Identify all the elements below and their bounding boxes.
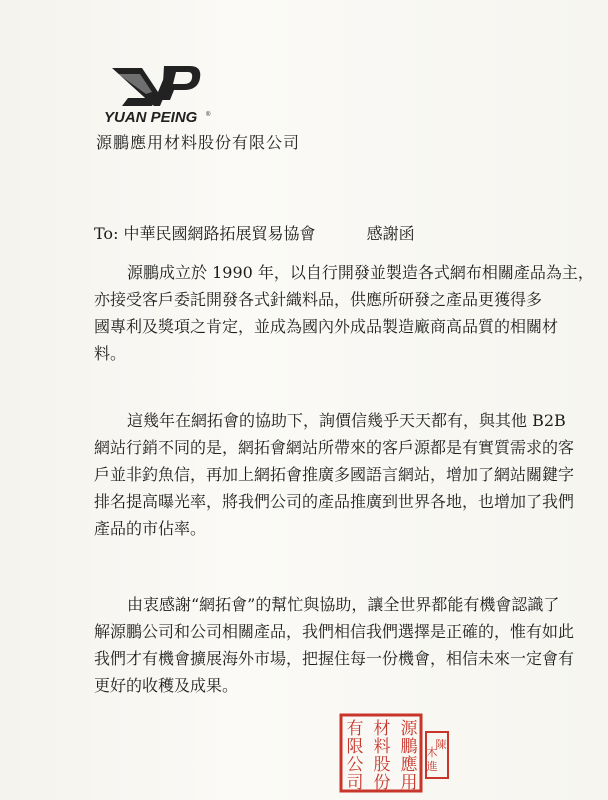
addressee-line (94, 221, 415, 244)
seal-char: 限 (346, 737, 364, 757)
yuan-peing-logo (98, 56, 218, 126)
seal-char: 材 (373, 719, 391, 739)
paragraph-3 (94, 591, 575, 699)
seal-char: 料 (373, 737, 391, 757)
paragraph-1 (94, 259, 594, 367)
text-line: 由衷感謝“網拓會”的幫忙與協助，讓全世界都能有機會認識了 (127, 595, 560, 614)
signature-char: 陳 (435, 738, 447, 751)
seal-char: 有 (346, 719, 364, 739)
seal-char: 鵬 (400, 737, 418, 757)
text-line: 這幾年在網拓會的協助下，詢價信幾乎天天都有，與其他 B2B (127, 411, 566, 430)
text-line: 料。 (94, 344, 127, 363)
seal-char: 應 (400, 755, 418, 775)
seal-char: 股 (373, 755, 391, 775)
svg-text:YUAN PEING: YUAN PEING (104, 109, 198, 126)
seal-char: 份 (373, 773, 391, 793)
seal-char: 司 (346, 773, 364, 793)
signature-char: 木 (426, 746, 438, 759)
seal-char: 公 (346, 755, 364, 775)
addressee: To: 中華民國網路拓展貿易協會 (94, 224, 316, 243)
text-line: 網站行銷不同的是，網拓會網站所帶來的客戶源都是有實質需求的客 (94, 438, 575, 457)
text-line: 排名提高曝光率，將我們公司的產品推廣到世界各地，也增加了我們 (94, 492, 575, 511)
text-line: 源鵬成立於 1990 年，以自行開發並製造各式網布相關產品為主， (127, 263, 594, 282)
text-line: 產品的市佔率。 (94, 519, 207, 538)
company-name: 源鵬應用材料股份有限公司 (96, 133, 301, 152)
seal-char: 源 (400, 719, 418, 739)
signature-char: 進 (426, 760, 438, 773)
company-seal (338, 712, 450, 794)
text-line: 亦接受客戶委託開發各式針織料品，供應所研發之產品更獲得多 (94, 290, 543, 309)
text-line: 解源鵬公司和公司相關產品，我們相信我們選擇是正確的，惟有如此 (94, 622, 575, 641)
text-line: 國專利及獎項之肯定，並成為國內外成品製造廠商高品質的相關材 (94, 317, 559, 336)
paragraph-2 (94, 407, 575, 542)
seal-char: 用 (400, 773, 418, 793)
text-line: 戶並非釣魚信，再加上網拓會推廣多國語言網站，增加了網站關鍵字 (94, 465, 575, 484)
letter-subject: 感謝函 (366, 224, 415, 243)
text-line: 我們才有機會擴展海外市場，把握住每一份機會，相信未來一定會有 (94, 649, 575, 668)
svg-text:®: ® (206, 112, 211, 118)
text-line: 更好的收穫及成果。 (94, 676, 239, 695)
